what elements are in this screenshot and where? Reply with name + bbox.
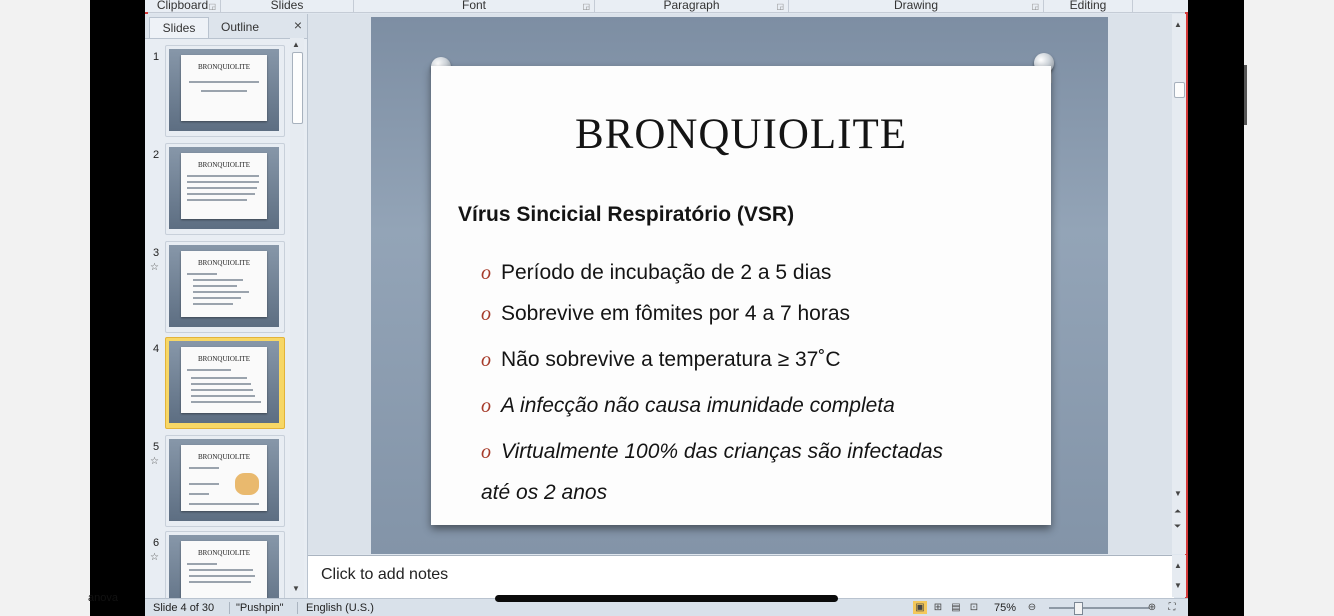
ribbon-group-font[interactable] [354, 0, 595, 12]
zoom-level[interactable]: 75% [994, 602, 1017, 614]
slide-bullet-4[interactable] [481, 394, 895, 418]
thumbnail-image [169, 49, 279, 131]
thumbnail-title: BRONQUIOLITE [197, 355, 251, 363]
bullet-marker: o [481, 349, 491, 371]
thumbnail-text-line [187, 181, 259, 183]
powerpoint-window [145, 0, 1188, 616]
language-indicator[interactable]: English (U.S.) [306, 602, 374, 614]
thumbnail-text-line [193, 303, 233, 305]
animation-star-icon: ☆ [150, 456, 159, 467]
ribbon-group-drawing[interactable] [789, 0, 1044, 12]
fit-to-window-icon[interactable]: ⛶ [1168, 602, 1176, 613]
thumbnail-title: BRONQUIOLITE [197, 453, 251, 461]
thumbnail-text-line [191, 401, 261, 403]
ribbon-group-slides[interactable] [221, 0, 354, 12]
zoom-slider-track[interactable] [1049, 607, 1149, 609]
thumbnail-number: 1 [153, 51, 160, 63]
outer-right-margin [1244, 0, 1334, 616]
thumbnail-text-line [189, 503, 259, 505]
slide-sorter-icon[interactable]: ⊞ [933, 602, 943, 613]
thumbnail-card [181, 347, 267, 413]
normal-view-icon[interactable]: ▣ [913, 601, 927, 614]
animation-star-icon: ☆ [150, 552, 159, 563]
tab-outline[interactable]: Outline [220, 20, 260, 34]
slideshow-icon[interactable]: ⊡ [969, 602, 979, 613]
ribbon-group-labels [145, 0, 1188, 13]
dialog-launcher-icon[interactable]: ◲ [776, 2, 784, 11]
thumbnail-text-line [191, 389, 253, 391]
thumbnail-text-line [189, 569, 253, 571]
thumbnail-number: 3 [153, 247, 160, 259]
thumbnail-card [181, 55, 267, 121]
thumbnail-number: 4 [153, 343, 160, 355]
thumbnail-image [169, 245, 279, 327]
zoom-in-icon[interactable]: ⊕ [1147, 602, 1157, 613]
thumbnail-card [181, 445, 267, 511]
ribbon-group-paragraph[interactable] [595, 0, 789, 12]
thumbnail-slide-6[interactable] [145, 531, 291, 598]
thumbnail-list [145, 40, 293, 598]
thumbnail-text-line [187, 199, 247, 201]
ribbon-group-editing[interactable] [1044, 0, 1133, 12]
status-divider [297, 602, 298, 614]
notes-pane[interactable] [308, 555, 1174, 598]
thumbnail-text-line [191, 383, 251, 385]
slide-counter: Slide 4 of 30 [153, 602, 215, 614]
thumbnail-text-line [189, 493, 209, 495]
thumbnail-card [181, 153, 267, 219]
notes-placeholder[interactable]: Click to add notes [321, 566, 449, 583]
slide-bullet-2[interactable] [481, 302, 850, 326]
left-edge-label: anova [88, 592, 118, 604]
scrollbar-thumb[interactable] [1174, 82, 1185, 98]
thumbnail-text-line [189, 81, 259, 83]
outer-left-margin [0, 0, 90, 616]
thumbnail-text-line [193, 285, 237, 287]
thumbnail-image [169, 147, 279, 229]
thumbnail-number: 2 [153, 149, 160, 161]
letterbox-right [1188, 0, 1244, 616]
animation-star-icon: ☆ [150, 262, 159, 273]
scroll-up-arrow-icon[interactable]: ▲ [292, 40, 300, 49]
thumbnail-number: 5 [153, 441, 160, 453]
scroll-down-arrow-icon[interactable]: ▼ [292, 584, 300, 593]
thumbnail-text-line [189, 483, 219, 485]
dialog-launcher-icon[interactable]: ◲ [208, 2, 216, 11]
thumbnail-text-line [193, 291, 249, 293]
scroll-up-arrow-icon[interactable]: ▲ [1174, 561, 1182, 570]
thumbnail-text-line [189, 467, 219, 469]
ribbon-group-label: Drawing [893, 0, 938, 12]
bullet-text: Período de incubação de 2 a 5 dias [501, 261, 832, 284]
thumbnail-text-line [189, 575, 255, 577]
bullet-text: Não sobrevive a temperatura ≥ 37˚C [501, 348, 841, 371]
scroll-up-arrow-icon[interactable]: ▲ [1174, 20, 1182, 29]
thumbnail-text-line [193, 279, 243, 281]
device-notch [1244, 65, 1247, 125]
slide-bullet-3[interactable] [481, 348, 841, 372]
thumbnail-image [169, 341, 279, 423]
slide-paper [431, 66, 1051, 525]
thumbnail-scrollbar[interactable] [290, 38, 304, 598]
slide-bullet-5-continuation[interactable]: até os 2 anos [481, 481, 608, 504]
thumbnail-slide-4[interactable] [145, 337, 291, 429]
ribbon-group-label: Font [461, 0, 486, 12]
bullet-text: A infecção não causa imunidade completa [501, 394, 895, 417]
thumbnail-card [181, 251, 267, 317]
home-indicator[interactable] [495, 595, 838, 602]
thumbnail-image [169, 535, 279, 598]
thumbnail-text-line [193, 297, 241, 299]
ribbon-group-label: Paragraph [663, 0, 720, 12]
thumbnail-text-line [191, 395, 255, 397]
previous-slide-icon[interactable]: ⏶ [1174, 506, 1182, 516]
thumbnail-title: BRONQUIOLITE [197, 161, 251, 169]
bullet-text: Virtualmente 100% das crianças são infectadas [501, 440, 944, 463]
zoom-slider-knob[interactable] [1074, 602, 1083, 615]
next-slide-icon[interactable]: ⏷ [1174, 521, 1182, 531]
slide-bullet-5[interactable] [481, 440, 943, 464]
bullet-marker: o [481, 441, 491, 463]
thumbnail-text-line [187, 193, 255, 195]
thumbnail-text-line [187, 563, 217, 565]
thumbnail-slide-3[interactable] [145, 241, 291, 333]
scroll-down-arrow-icon[interactable]: ▼ [1174, 489, 1182, 498]
close-panel-icon[interactable]: × [293, 17, 302, 33]
thumbnail-title: BRONQUIOLITE [197, 549, 251, 557]
letterbox-left [90, 0, 145, 616]
thumbnail-slide-2[interactable] [145, 143, 291, 235]
thumbnail-text-line [201, 90, 247, 92]
bullet-marker: o [481, 262, 491, 284]
slide-bullet-1[interactable] [481, 261, 831, 285]
ribbon-group-label: Editing [1069, 0, 1107, 12]
thumbnail-image [169, 439, 279, 521]
notes-scrollbar[interactable] [1172, 555, 1186, 597]
thumbnail-text-line [187, 273, 217, 275]
ribbon-group-clipboard[interactable] [145, 0, 221, 12]
tab-slides[interactable]: Slides [149, 17, 209, 38]
thumbnail-text-line [191, 377, 247, 379]
thumbnail-slide-5[interactable] [145, 435, 291, 527]
bullet-marker: o [481, 395, 491, 417]
thumbnail-slide-1[interactable] [145, 45, 291, 137]
bullet-marker: o [481, 303, 491, 325]
dialog-launcher-icon[interactable]: ◲ [1031, 2, 1039, 11]
dialog-launcher-icon[interactable]: ◲ [582, 2, 590, 11]
slides-panel [145, 14, 308, 598]
bullet-text: Sobrevive em fômites por 4 a 7 horas [501, 302, 851, 325]
reading-view-icon[interactable]: ▤ [951, 602, 961, 613]
scroll-down-arrow-icon[interactable]: ▼ [1174, 581, 1182, 590]
thumbnail-number: 6 [153, 537, 160, 549]
panel-tabs [145, 14, 307, 39]
scrollbar-thumb[interactable] [292, 52, 303, 124]
status-divider [229, 602, 230, 614]
thumbnail-text-line [189, 581, 251, 583]
thumbnail-picture [235, 473, 259, 495]
editor-scrollbar[interactable] [1172, 14, 1186, 554]
slide-editor [308, 14, 1174, 554]
thumbnail-title: BRONQUIOLITE [197, 259, 251, 267]
thumbnail-title: BRONQUIOLITE [197, 63, 251, 71]
thumbnail-card [181, 541, 267, 598]
zoom-out-icon[interactable]: ⊖ [1027, 602, 1037, 613]
thumbnail-text-line [187, 369, 231, 371]
slide-canvas[interactable] [371, 17, 1108, 554]
thumbnail-text-line [187, 187, 257, 189]
theme-name: "Pushpin" [236, 602, 284, 614]
thumbnail-text-line [187, 175, 259, 177]
ribbon-group-label: Slides [270, 0, 304, 12]
slide-subtitle[interactable]: Vírus Sincicial Respiratório (VSR) [458, 203, 795, 226]
ribbon-group-label: Clipboard [156, 0, 209, 12]
slide-title[interactable]: BRONQUIOLITE [574, 111, 908, 158]
